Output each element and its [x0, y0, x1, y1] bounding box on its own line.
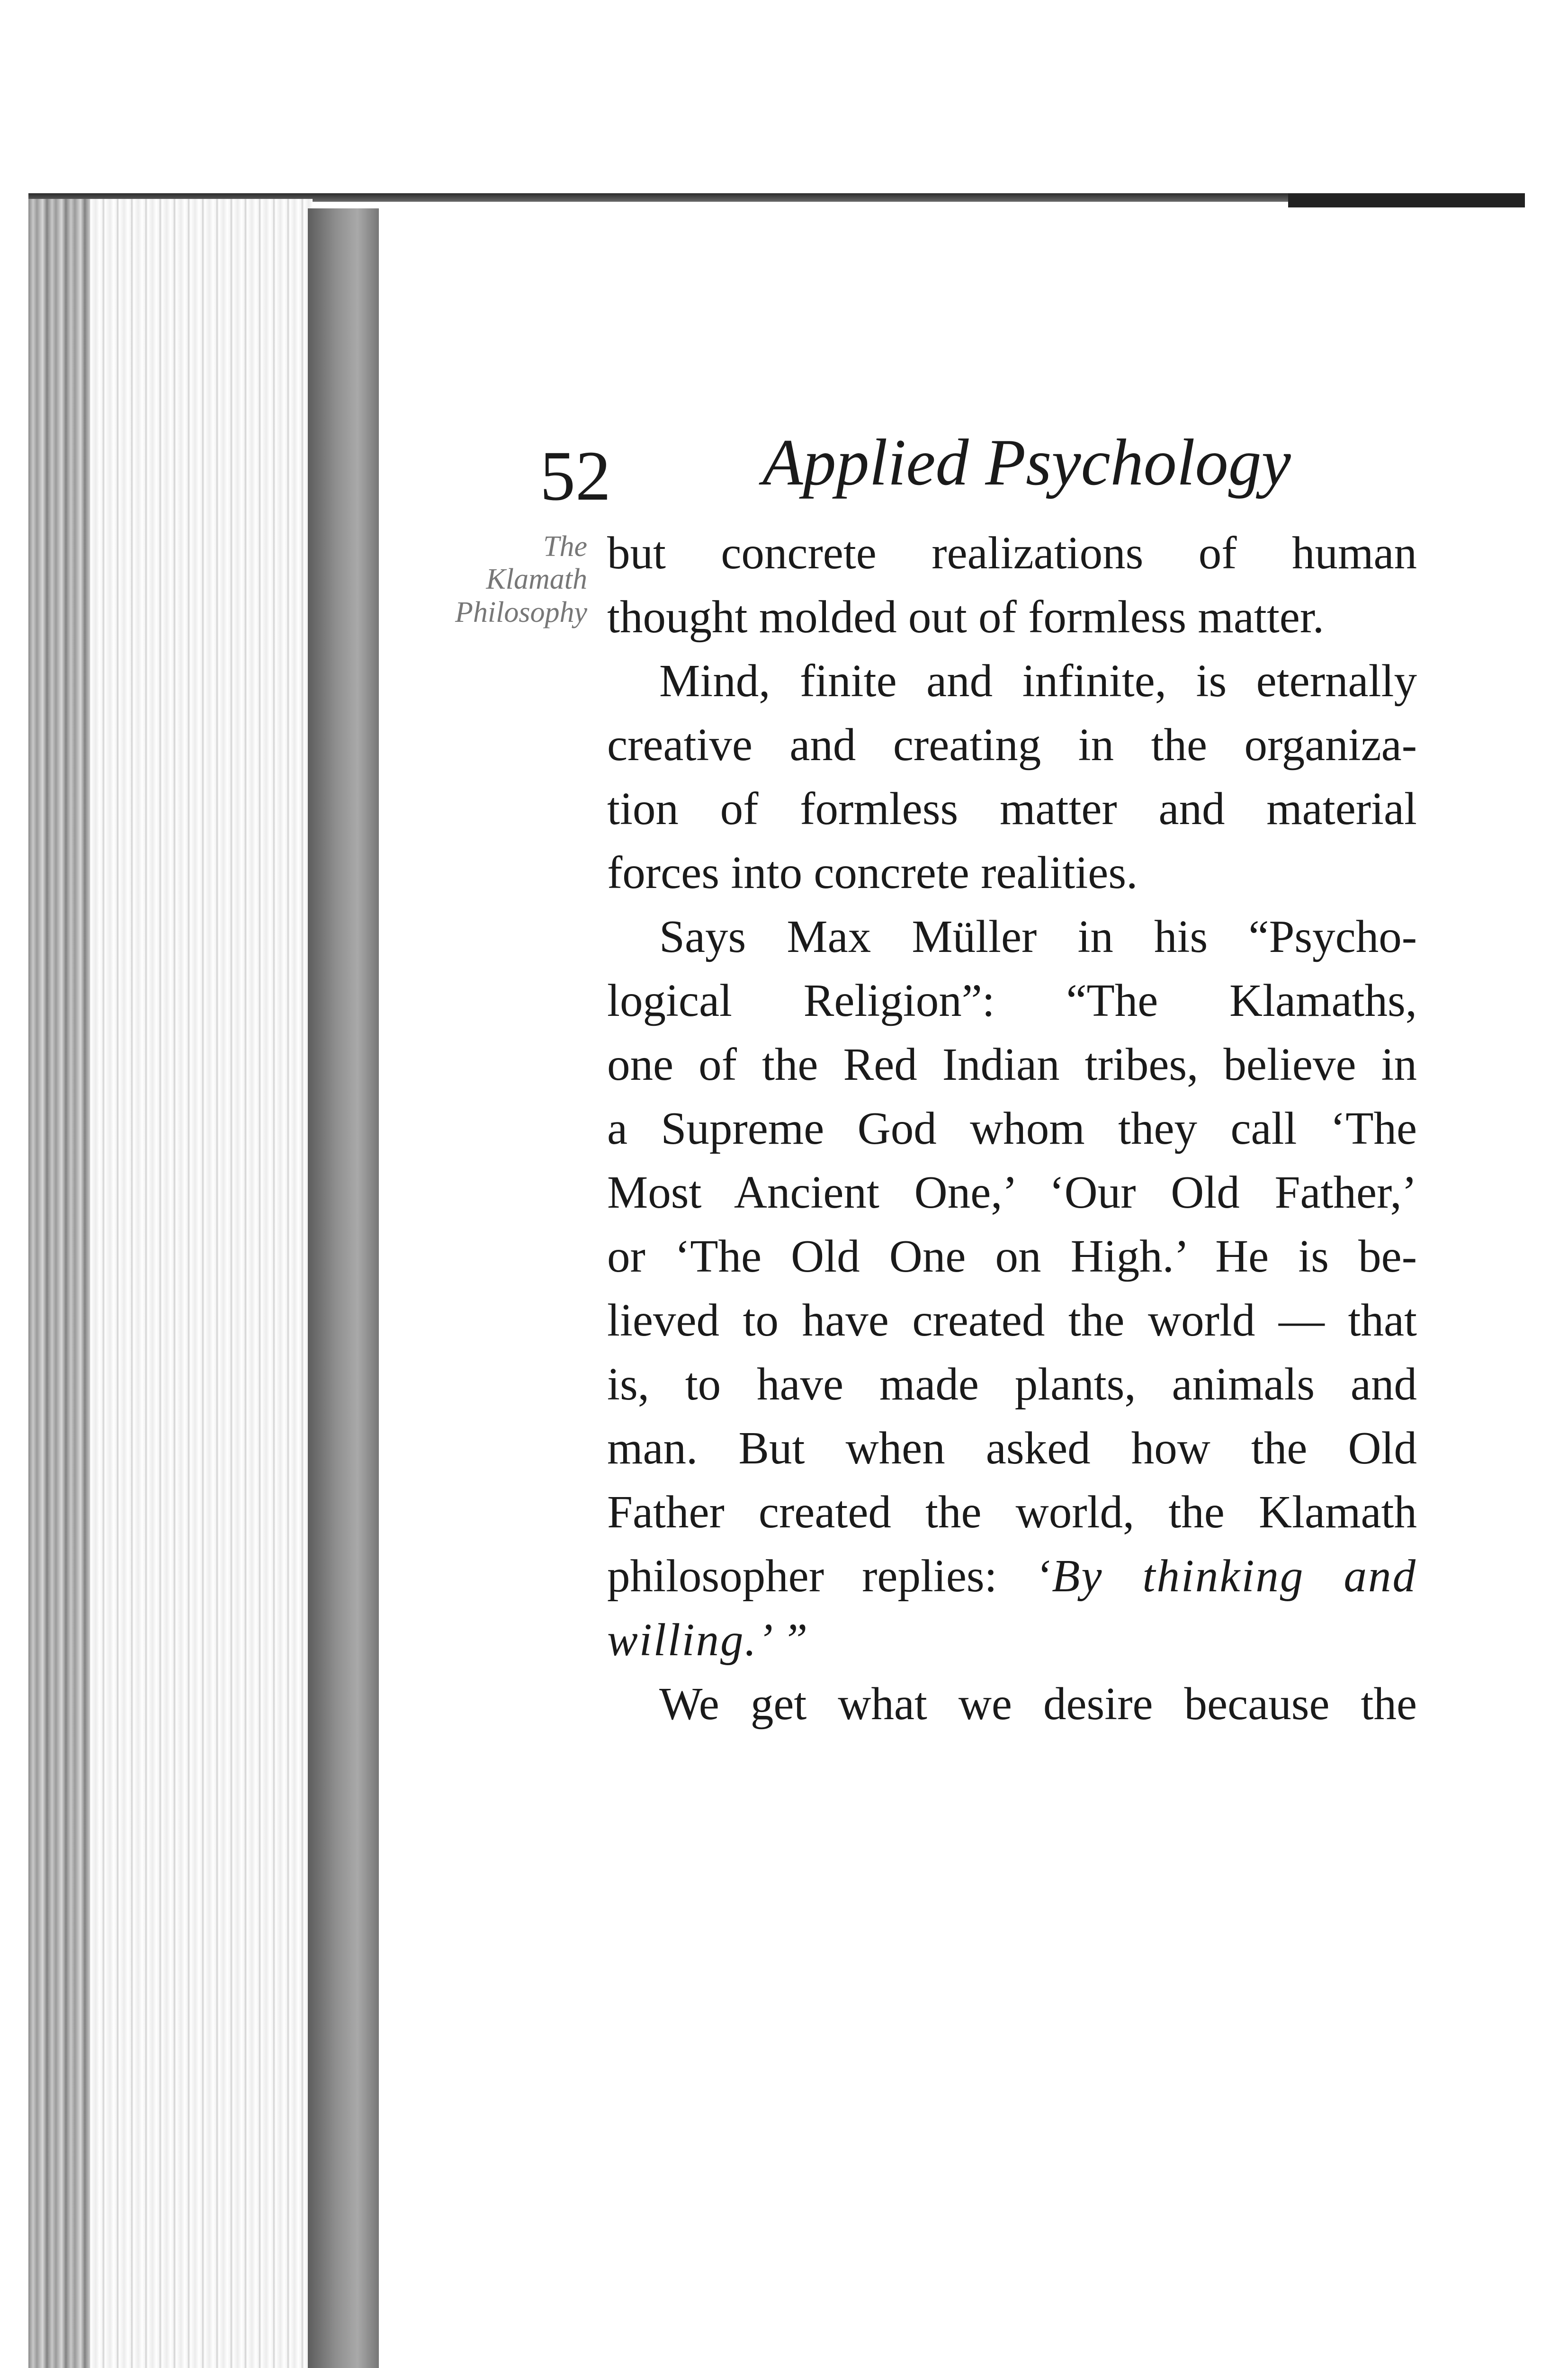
text-line: lieved to have created the world — that: [607, 1295, 1417, 1345]
text-line: [607, 1544, 1417, 1608]
text-line: creative and creating in the organiza-: [607, 719, 1417, 770]
text-line: Most Ancient One,’ ‘Our Old Father,’: [607, 1167, 1417, 1218]
paragraph: [607, 649, 1417, 905]
text-line: forces into concrete realities.: [607, 847, 1138, 898]
text-line: but concrete realizations of human: [607, 528, 1417, 578]
running-title: Applied Psychology: [762, 426, 1291, 499]
body-text: [607, 521, 1417, 1736]
text-line: Father created the world, the Klamath: [607, 1487, 1417, 1537]
text-line: Says Max Müller in his “Psycho-: [659, 911, 1417, 962]
text-line: thought molded out of formless matter.: [607, 592, 1325, 642]
text-line: [607, 1608, 1417, 1672]
text-line: or ‘The Old One on High.’ He is be-: [607, 1231, 1417, 1282]
margin-note-line: Philosophy: [455, 596, 587, 628]
page-number: 52: [540, 437, 611, 515]
text-line: tion of formless matter and material: [607, 783, 1417, 834]
emphasized-quote: willing.’ ”: [607, 1615, 809, 1665]
text-line: logical Religion”: “The Klamaths,: [607, 975, 1417, 1026]
book-gutter: [308, 208, 379, 2368]
emphasized-quote: ‘By thinking and: [1035, 1551, 1417, 1601]
margin-note-line: The: [543, 530, 587, 563]
paragraph: [607, 1672, 1417, 1736]
text-line: man. But when asked how the Old: [607, 1423, 1417, 1473]
text-segment: philosopher replies:: [607, 1551, 997, 1601]
margin-note-line: Klamath: [486, 563, 587, 596]
text-line: We get what we desire because the: [659, 1678, 1417, 1729]
text-line: is, to have made plants, animals and: [607, 1359, 1417, 1409]
book-cover-edge: [28, 199, 90, 2368]
paragraph: [607, 905, 1417, 1672]
margin-note: [384, 530, 587, 629]
text-line: a Supreme God whom they call ‘The: [607, 1103, 1417, 1154]
paragraph: [607, 521, 1417, 649]
text-line: Mind, finite and infinite, is eternally: [659, 655, 1417, 706]
text-line: one of the Red Indian tribes, believe in: [607, 1039, 1417, 1090]
